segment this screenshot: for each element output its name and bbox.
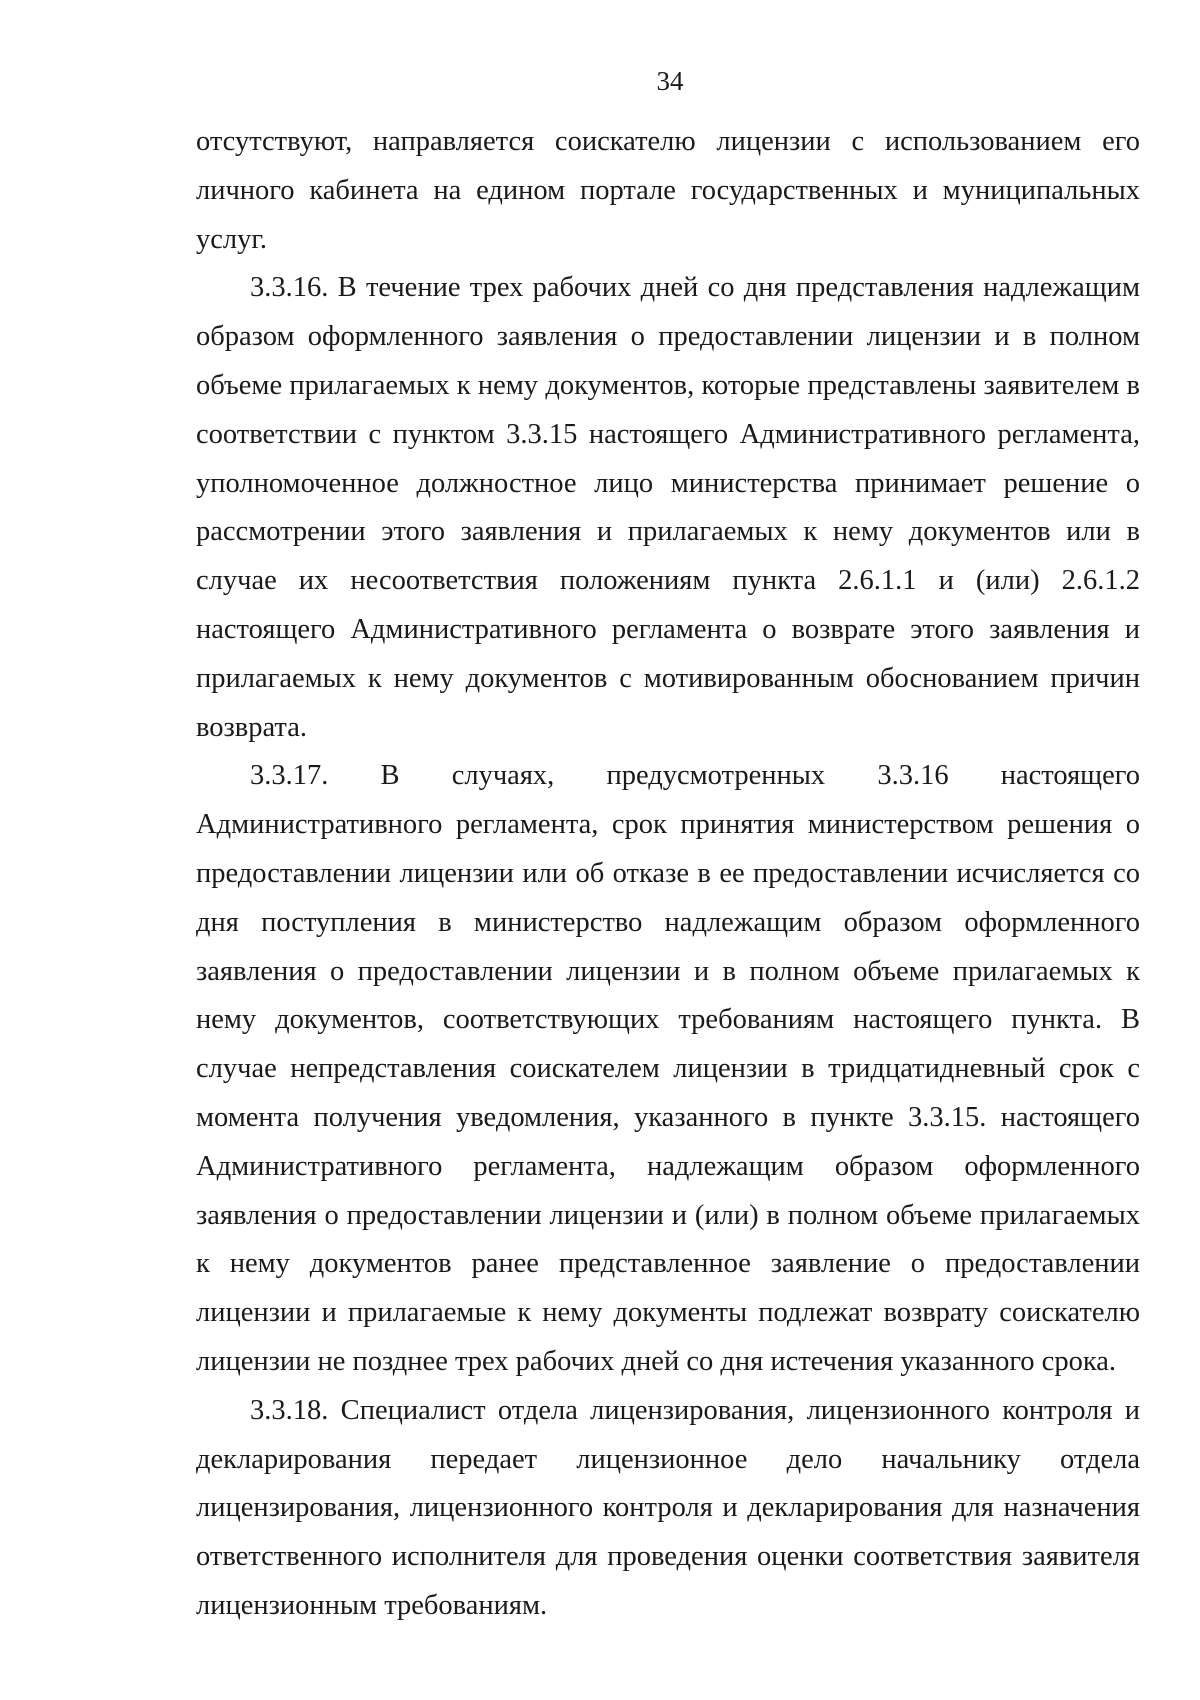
paragraph-3-3-17: 3.3.17. В случаях, предусмотренных 3.3.16 настоящего Административного регламента, срок принятия министерством решения о предоставлении лицензии или об отказе в ее предоставлении исчисляется со дня поступления в министерство надлежащим образом оформленного заявления о предоставлении лицензии и в полном объеме прилагаемых к нему документов, соответствующих требованиям настоящего пункта. В случае непредставления соискателем лицензии в тридцатидневный срок с момента получения уведомления, указанного в пункте 3.3.15. настоящего Административного регламента, надлежащим образом оформленного заявления о предоставлении лицензии и (или) в полном объеме прилагаемых к нему документов ранее представленное заявление о предоставлении лицензии и прилагаемые к нему документы подлежат возврату соискателю лицензии не позднее трех рабочих дней со дня истечения указанного срока. [196,760,1140,1377]
page-number: 34 [656,66,684,96]
paragraph-3-3-16: 3.3.16. В течение трех рабочих дней со дня представления надлежащим образом оформленного заявления о предоставлении лицензии и в полном объеме прилагаемых к нему документов, которые представлены заявителем в соответствии с пунктом 3.3.15 настоящего Административного регламента, уполномоченное должностное лицо министерства принимает решение о рассмотрении этого заявления и прилагаемых к нему документов или в случае их несоответствия положениям пункта 2.6.1.1 и (или) 2.6.1.2 настоящего Административного регламента о возврате этого заявления и прилагаемых к нему документов с мотивированным обоснованием причин возврата. [196,272,1140,743]
paragraph-continuation: отсутствуют, направляется соискателю лицензии с использованием его личного кабинета на едином портале государственных и муниципальных услуг. [196,126,1140,255]
body-text [196,118,1140,1631]
paragraph-3-3-18: 3.3.18. Специалист отдела лицензирования, лицензионного контроля и декларирования передает лицензионное дело начальнику отдела лицензирования, лицензионного контроля и декларирования для назначения ответственного исполнителя для проведения оценки соответствия заявителя лицензионным требованиям. [196,1394,1140,1621]
